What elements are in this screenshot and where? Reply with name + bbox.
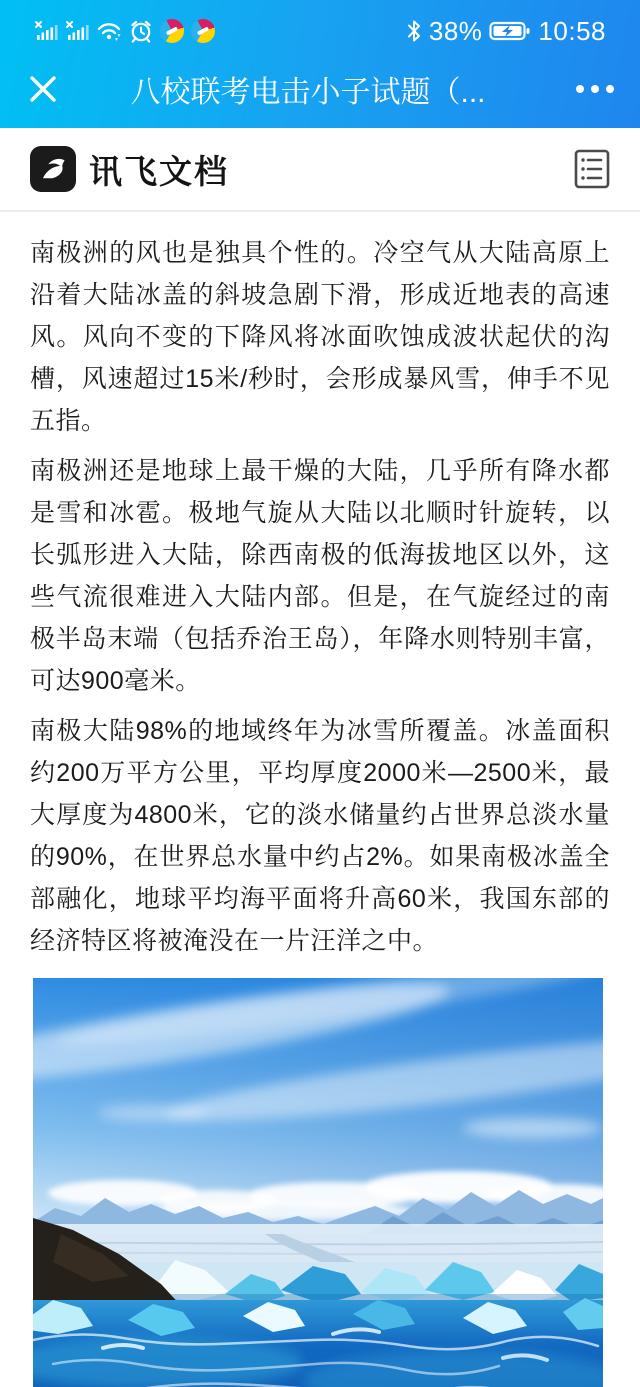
outline-button[interactable] bbox=[574, 149, 610, 189]
more-button[interactable] bbox=[556, 85, 614, 93]
article-photo[interactable] bbox=[33, 978, 603, 1387]
doc-header bbox=[0, 128, 640, 212]
nav-bar bbox=[0, 50, 640, 128]
wifi-icon bbox=[96, 19, 122, 43]
page-title: 八校联考电击小子试题（... bbox=[130, 76, 486, 109]
paragraph: 南极大陆98%的地域终年为冰雪所覆盖。冰盖面积约200万平方公里，平均厚度2000米—2500米，最大厚度为4800米，它的淡水储量约占世界总淡水量的90%，在世界总水量中约占2%。如果南极冰盖全部融化，地球平均海平面将升高60米，我国东部的经济特区将被淹没在一片汪洋之中。 bbox=[30, 717, 610, 955]
iflytek-bird-logo bbox=[30, 146, 76, 192]
clock-time: 10:58 bbox=[538, 15, 606, 46]
bluetooth-icon bbox=[406, 19, 422, 43]
close-icon bbox=[28, 74, 58, 104]
alarm-icon bbox=[129, 19, 153, 43]
app-swirl-icon bbox=[191, 19, 215, 43]
more-icon bbox=[576, 85, 584, 93]
iceberg-lagoon-illustration bbox=[33, 978, 603, 1387]
app-swirl-icon bbox=[160, 19, 184, 43]
paragraph: 南极洲还是地球上最干燥的大陆，几乎所有降水都是雪和冰雹。极地气旋从大陆以北顺时针旋转，以长弧形进入大陆，除西南极的低海拔地区以外，这些气流很难进入大陆内部。但是，在气旋经过的南极半岛末端（包括乔治王岛），年降水则特别丰富，可达900毫米。 bbox=[30, 457, 610, 695]
no-signal-icon bbox=[34, 20, 58, 42]
brand-title: 讯飞文档 bbox=[89, 152, 229, 190]
bird-icon bbox=[36, 152, 70, 186]
article-body bbox=[0, 212, 640, 1387]
more-icon bbox=[591, 85, 599, 93]
no-signal-icon bbox=[65, 20, 89, 42]
more-icon bbox=[606, 85, 614, 93]
status-bar bbox=[0, 0, 640, 50]
status-icons-left bbox=[34, 19, 215, 43]
battery-percent: 38% bbox=[428, 15, 483, 46]
paragraph: 南极洲的风也是独具个性的。冷空气从大陆高原上沿着大陆冰盖的斜坡急剧下滑，形成近地表的高速风。风向不变的下降风将冰面吹蚀成波状起伏的沟槽，风速超过15米/秒时，会形成暴风雪，伸手不见五指。 bbox=[30, 239, 610, 435]
battery-charging-icon bbox=[489, 20, 531, 42]
status-icons-right bbox=[406, 16, 606, 47]
app-bar bbox=[0, 0, 640, 128]
outline-list-icon bbox=[574, 149, 610, 189]
close-button[interactable] bbox=[26, 72, 60, 106]
